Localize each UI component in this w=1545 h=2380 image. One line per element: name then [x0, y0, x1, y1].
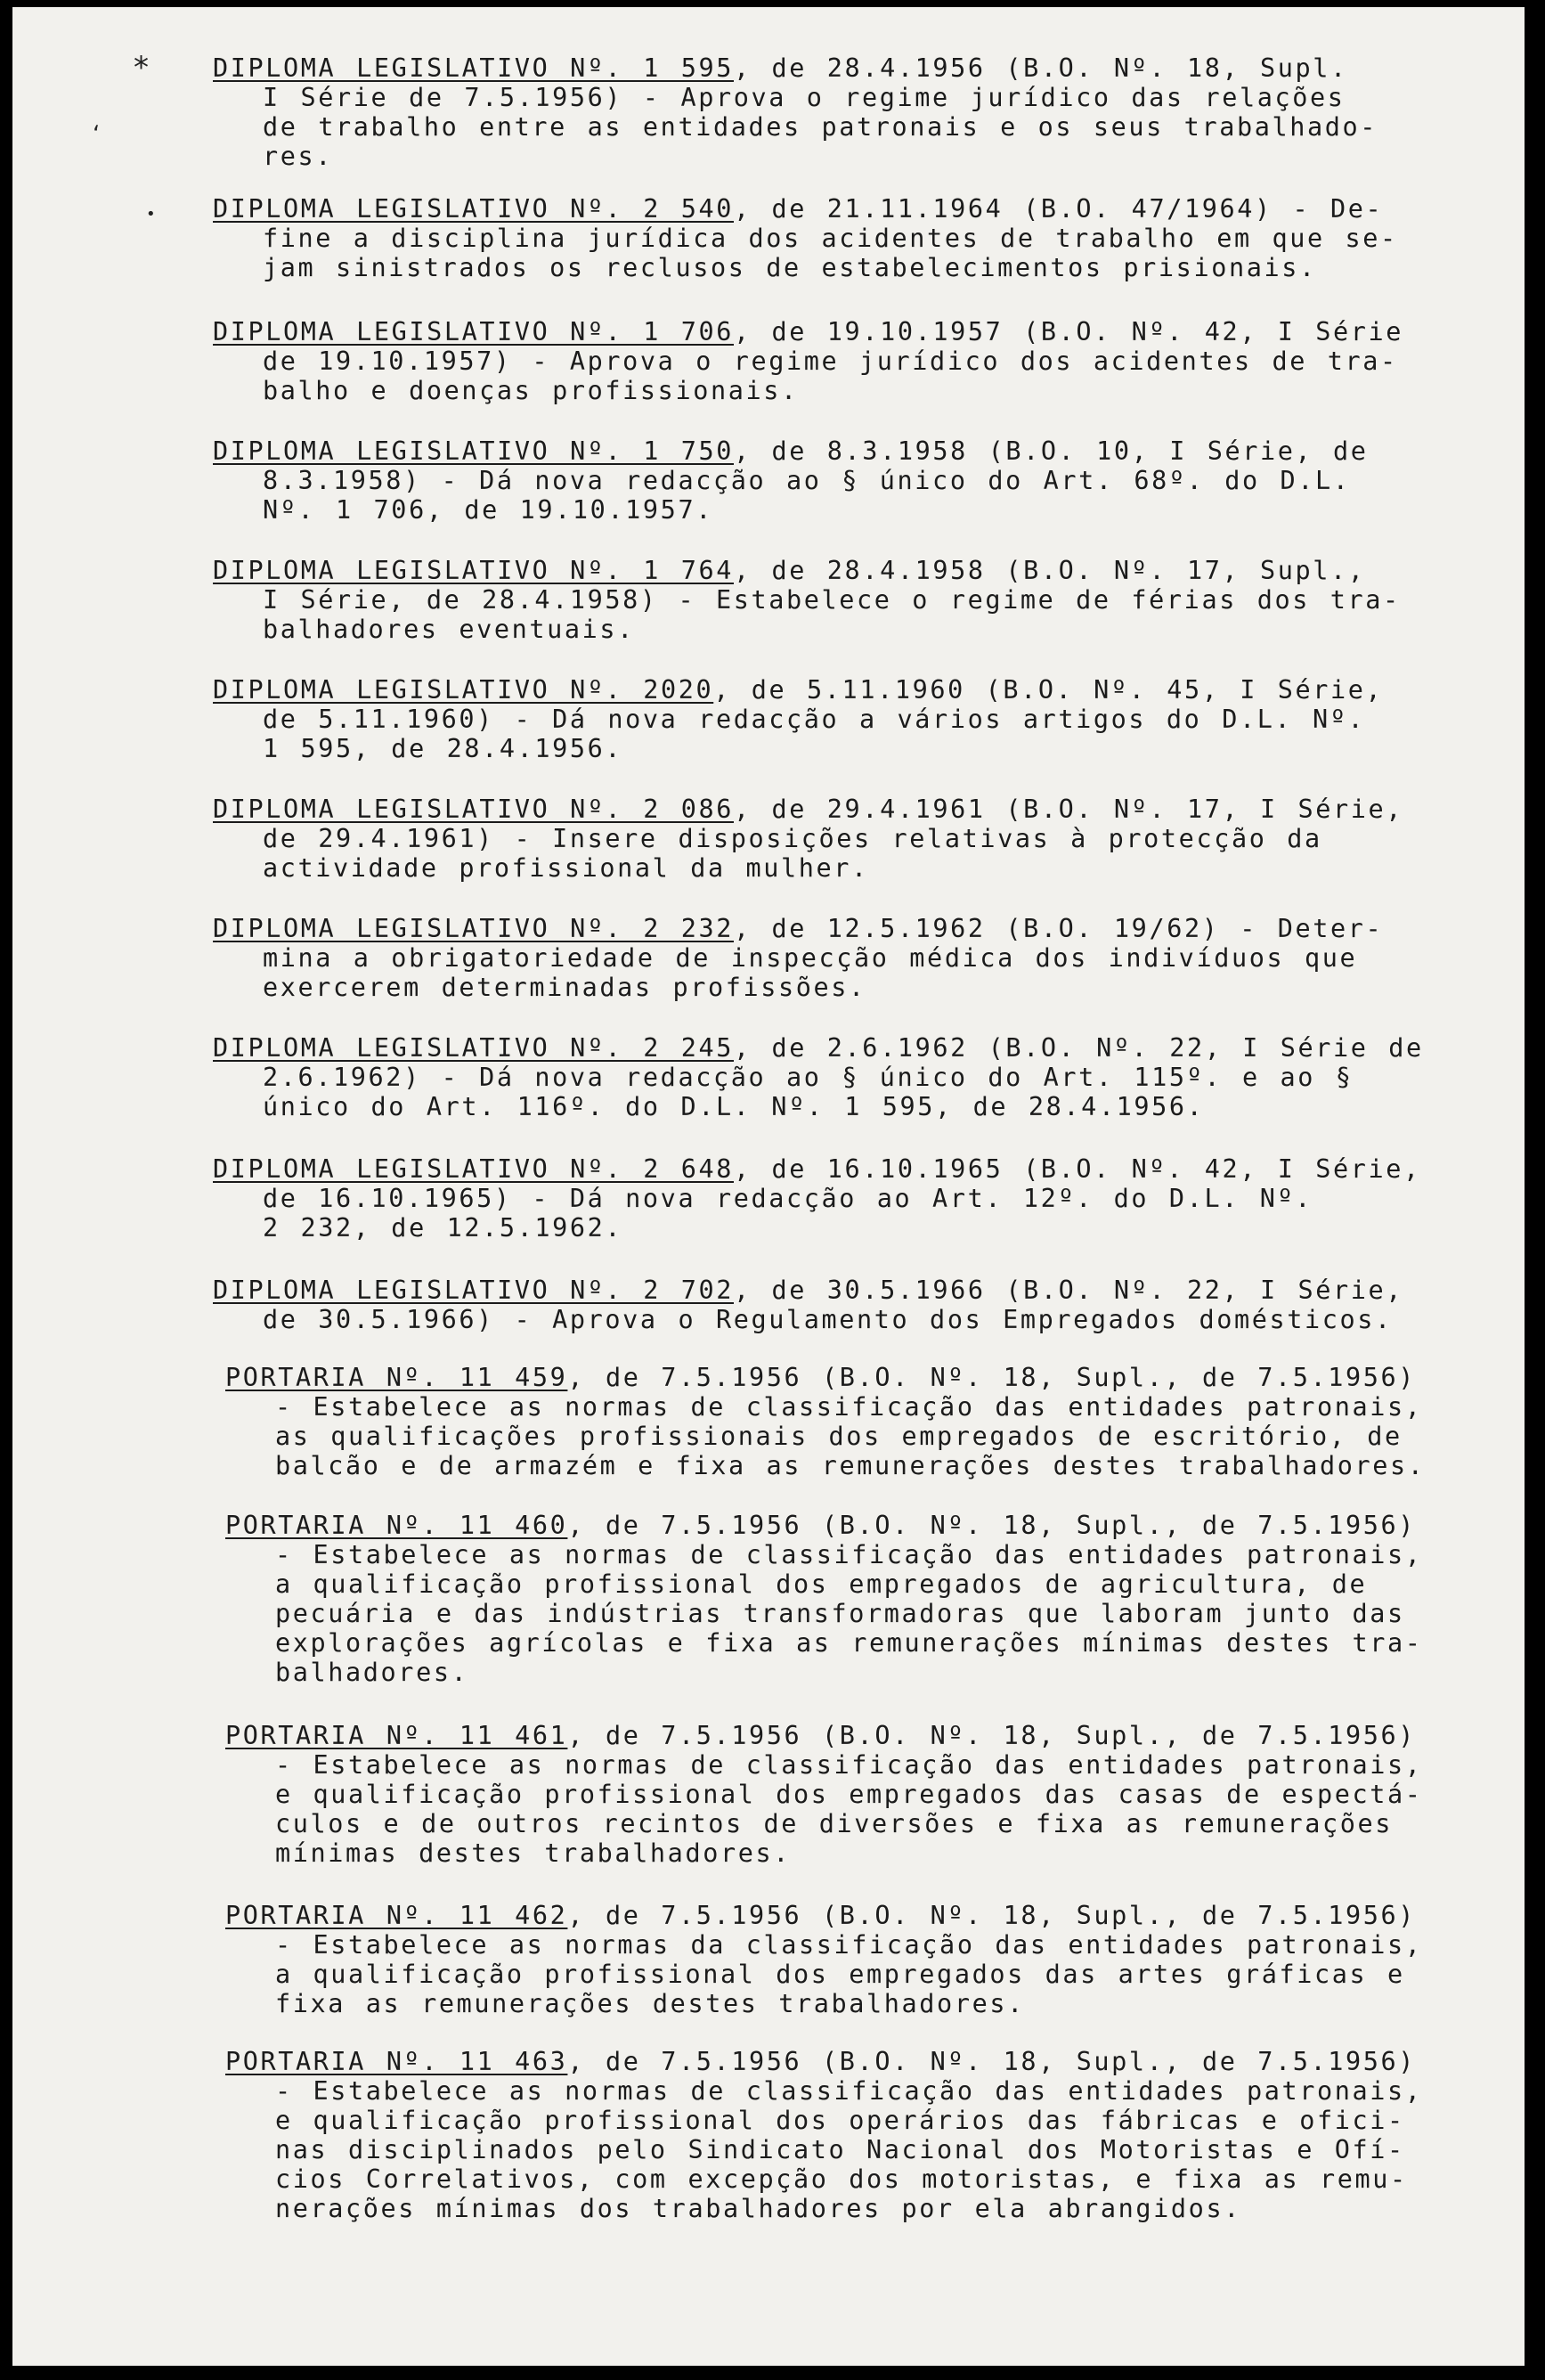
entry-text-line: pecuária e das indústrias transformadoras que laboram junto das: [275, 1599, 1405, 1628]
legislation-entry: [204, 1901, 1423, 2018]
margin-mark: *: [134, 50, 149, 86]
legislation-reference: DIPLOMA LEGISLATIVO Nº. 2 245: [213, 1033, 734, 1063]
legislation-reference: DIPLOMA LEGISLATIVO Nº. 2020: [213, 675, 714, 705]
entry-text-line: 8.3.1958) - Dá nova redacção ao § único do Art. 68º. do D.L.: [263, 466, 1351, 495]
entry-text-line: balcão e de armazém e fixa as remunerações destes trabalhadores.: [275, 1451, 1426, 1480]
entry-first-line: , de 12.5.1962 (B.O. 19/62) - Deter-: [734, 914, 1384, 943]
entry-text-line: cios Correlativos, com excepção dos motoristas, e fixa as remu-: [275, 2164, 1408, 2194]
entry-text-line: de 16.10.1965) - Dá nova redacção ao Art. 12º. do D.L. Nº.: [263, 1184, 1313, 1213]
legislation-entry: [204, 1721, 1423, 1868]
entry-text-line: - Estabelece as normas de classificação das entidades patronais,: [275, 2076, 1423, 2106]
legislation-entry: [204, 194, 1398, 282]
legislation-reference: PORTARIA Nº. 11 460: [225, 1511, 568, 1540]
entry-text-line: a qualificação profissional dos empregados de agricultura, de: [275, 1569, 1368, 1599]
legislation-reference: DIPLOMA LEGISLATIVO Nº. 2 648: [213, 1154, 734, 1184]
legislation-reference: PORTARIA Nº. 11 459: [225, 1363, 568, 1392]
entry-first-line: , de 5.11.1960 (B.O. Nº. 45, I Série,: [713, 675, 1384, 705]
legislation-entry: [204, 914, 1383, 1002]
entry-text-line: único do Art. 116º. do D.L. Nº. 1 595, de 28.4.1956.: [263, 1092, 1205, 1121]
legislation-reference: PORTARIA Nº. 11 461: [225, 1721, 568, 1750]
entry-text-line: e qualificação profissional dos empregados das casas de espectá-: [275, 1780, 1423, 1809]
entry-text-line: actividade profissional da mulher.: [263, 853, 869, 883]
legislation-reference: DIPLOMA LEGISLATIVO Nº. 2 232: [213, 914, 734, 943]
entry-text-line: e qualificação profissional dos operários das fábricas e ofici-: [275, 2106, 1405, 2135]
entry-text-line: de 5.11.1960) - Dá nova redacção a vários artigos do D.L. Nº.: [263, 705, 1366, 734]
entry-text-line: nerações mínimas dos trabalhadores por ela abrangidos.: [275, 2194, 1241, 2223]
legislation-entry: [204, 795, 1403, 883]
entry-text-line: de 30.5.1966) - Aprova o Regulamento dos Empregados domésticos.: [263, 1305, 1393, 1334]
legislation-reference: DIPLOMA LEGISLATIVO Nº. 2 086: [213, 795, 734, 824]
entry-text-line: fine a disciplina jurídica dos acidentes de trabalho em que se-: [263, 224, 1398, 253]
legislation-reference: DIPLOMA LEGISLATIVO Nº. 1 764: [213, 556, 734, 585]
entry-first-line: , de 19.10.1957 (B.O. Nº. 42, I Série: [734, 317, 1404, 346]
entry-text-line: de 29.4.1961) - Insere disposições relativas à protecção da: [263, 824, 1322, 853]
entry-text-line: mínimas destes trabalhadores.: [275, 1838, 791, 1868]
entry-text-line: - Estabelece as normas da classificação das entidades patronais,: [275, 1930, 1423, 1960]
legislation-reference: PORTARIA Nº. 11 462: [225, 1901, 568, 1930]
entry-text-line: de 19.10.1957) - Aprova o regime jurídico dos acidentes de tra-: [263, 346, 1398, 376]
legislation-entry: [204, 436, 1369, 525]
legislation-entry: [204, 1154, 1421, 1243]
entry-text-line: nas disciplinados pelo Sindicato Nacional dos Motoristas e Ofí-: [275, 2135, 1405, 2164]
entry-text-line: Nº. 1 706, de 19.10.1957.: [263, 495, 713, 525]
entry-first-line: , de 30.5.1966 (B.O. Nº. 22, I Série,: [734, 1276, 1404, 1305]
entry-text-line: balho e doenças profissionais.: [263, 376, 799, 405]
entry-text-line: - Estabelece as normas de classificação das entidades patronais,: [275, 1392, 1423, 1422]
entry-text-line: 2.6.1962) - Dá nova redacção ao § único do Art. 115º. e ao §: [263, 1063, 1354, 1092]
legislation-entry: [204, 1276, 1403, 1334]
entry-first-line: , de 7.5.1956 (B.O. Nº. 18, Supl., de 7.5.1956): [567, 1721, 1417, 1750]
legislation-entry: [204, 1363, 1426, 1480]
entry-text-line: fixa as remunerações destes trabalhadores.: [275, 1989, 1025, 2018]
entry-text-line: mina a obrigatoriedade de inspecção médica dos indivíduos que: [263, 943, 1358, 973]
entry-text-line: as qualificações profissionais dos empregados de escritório, de: [275, 1422, 1403, 1451]
legislation-reference: DIPLOMA LEGISLATIVO Nº. 2 702: [213, 1276, 734, 1305]
legislation-entry: [204, 2047, 1423, 2223]
entry-text-line: balhadores.: [275, 1658, 469, 1687]
entry-first-line: , de 7.5.1956 (B.O. Nº. 18, Supl., de 7.5.1956): [567, 1363, 1417, 1392]
entry-text-line: explorações agrícolas e fixa as remunerações mínimas destes tra-: [275, 1628, 1423, 1658]
entry-first-line: , de 8.3.1958 (B.O. 10, I Série, de: [734, 436, 1369, 466]
entry-text-line: - Estabelece as normas de classificação das entidades patronais,: [275, 1750, 1423, 1780]
entry-text-line: culos e de outros recintos de diversões e fixa as remunerações: [275, 1809, 1394, 1838]
entry-first-line: , de 21.11.1964 (B.O. 47/1964) - De-: [734, 194, 1384, 224]
entry-first-line: , de 2.6.1962 (B.O. Nº. 22, I Série de: [734, 1033, 1424, 1063]
document-page: [12, 7, 1525, 2366]
legislation-reference: DIPLOMA LEGISLATIVO Nº. 2 540: [213, 194, 734, 224]
legislation-reference: DIPLOMA LEGISLATIVO Nº. 1 750: [213, 436, 734, 466]
margin-mark: ʻ: [93, 121, 101, 148]
legislation-entry: [204, 675, 1383, 763]
legislation-reference: PORTARIA Nº. 11 463: [225, 2047, 568, 2076]
legislation-entry: [204, 53, 1378, 171]
legislation-entry: [204, 1033, 1424, 1121]
legislation-entry: [204, 556, 1401, 644]
entry-first-line: , de 28.4.1956 (B.O. Nº. 18, Supl.: [734, 53, 1348, 83]
entry-text-line: de trabalho entre as entidades patronais e os seus trabalhado-: [263, 112, 1378, 142]
legislation-entry: [204, 317, 1403, 405]
legislation-reference: DIPLOMA LEGISLATIVO Nº. 1 706: [213, 317, 734, 346]
margin-mark: •: [146, 205, 156, 224]
entry-text-line: I Série de 7.5.1956) - Aprova o regime jurídico das relações: [263, 83, 1346, 112]
entry-first-line: , de 29.4.1961 (B.O. Nº. 17, I Série,: [734, 795, 1404, 824]
entry-text-line: I Série, de 28.4.1958) - Estabelece o regime de férias dos tra-: [263, 585, 1401, 615]
entry-text-line: 2 232, de 12.5.1962.: [263, 1213, 623, 1243]
entry-text-line: jam sinistrados os reclusos de estabelecimentos prisionais.: [263, 253, 1317, 282]
legislation-entry: [204, 1511, 1423, 1687]
entry-text-line: res.: [263, 142, 334, 171]
entry-text-line: a qualificação profissional dos empregados das artes gráficas e: [275, 1960, 1405, 1989]
entry-text-line: exercerem determinadas profissões.: [263, 973, 866, 1002]
entry-text-line: - Estabelece as normas de classificação das entidades patronais,: [275, 1540, 1423, 1569]
entry-text-line: balhadores eventuais.: [263, 615, 635, 644]
entry-first-line: , de 28.4.1958 (B.O. Nº. 17, Supl.,: [734, 556, 1366, 585]
entry-first-line: , de 7.5.1956 (B.O. Nº. 18, Supl., de 7.5.1956): [567, 1511, 1417, 1540]
entry-first-line: , de 16.10.1965 (B.O. Nº. 42, I Série,: [734, 1154, 1421, 1184]
legislation-reference: DIPLOMA LEGISLATIVO Nº. 1 595: [213, 53, 734, 83]
entry-first-line: , de 7.5.1956 (B.O. Nº. 18, Supl., de 7.5.1956): [567, 1901, 1417, 1930]
entry-text-line: 1 595, de 28.4.1956.: [263, 734, 623, 763]
entry-first-line: , de 7.5.1956 (B.O. Nº. 18, Supl., de 7.5.1956): [567, 2047, 1417, 2076]
